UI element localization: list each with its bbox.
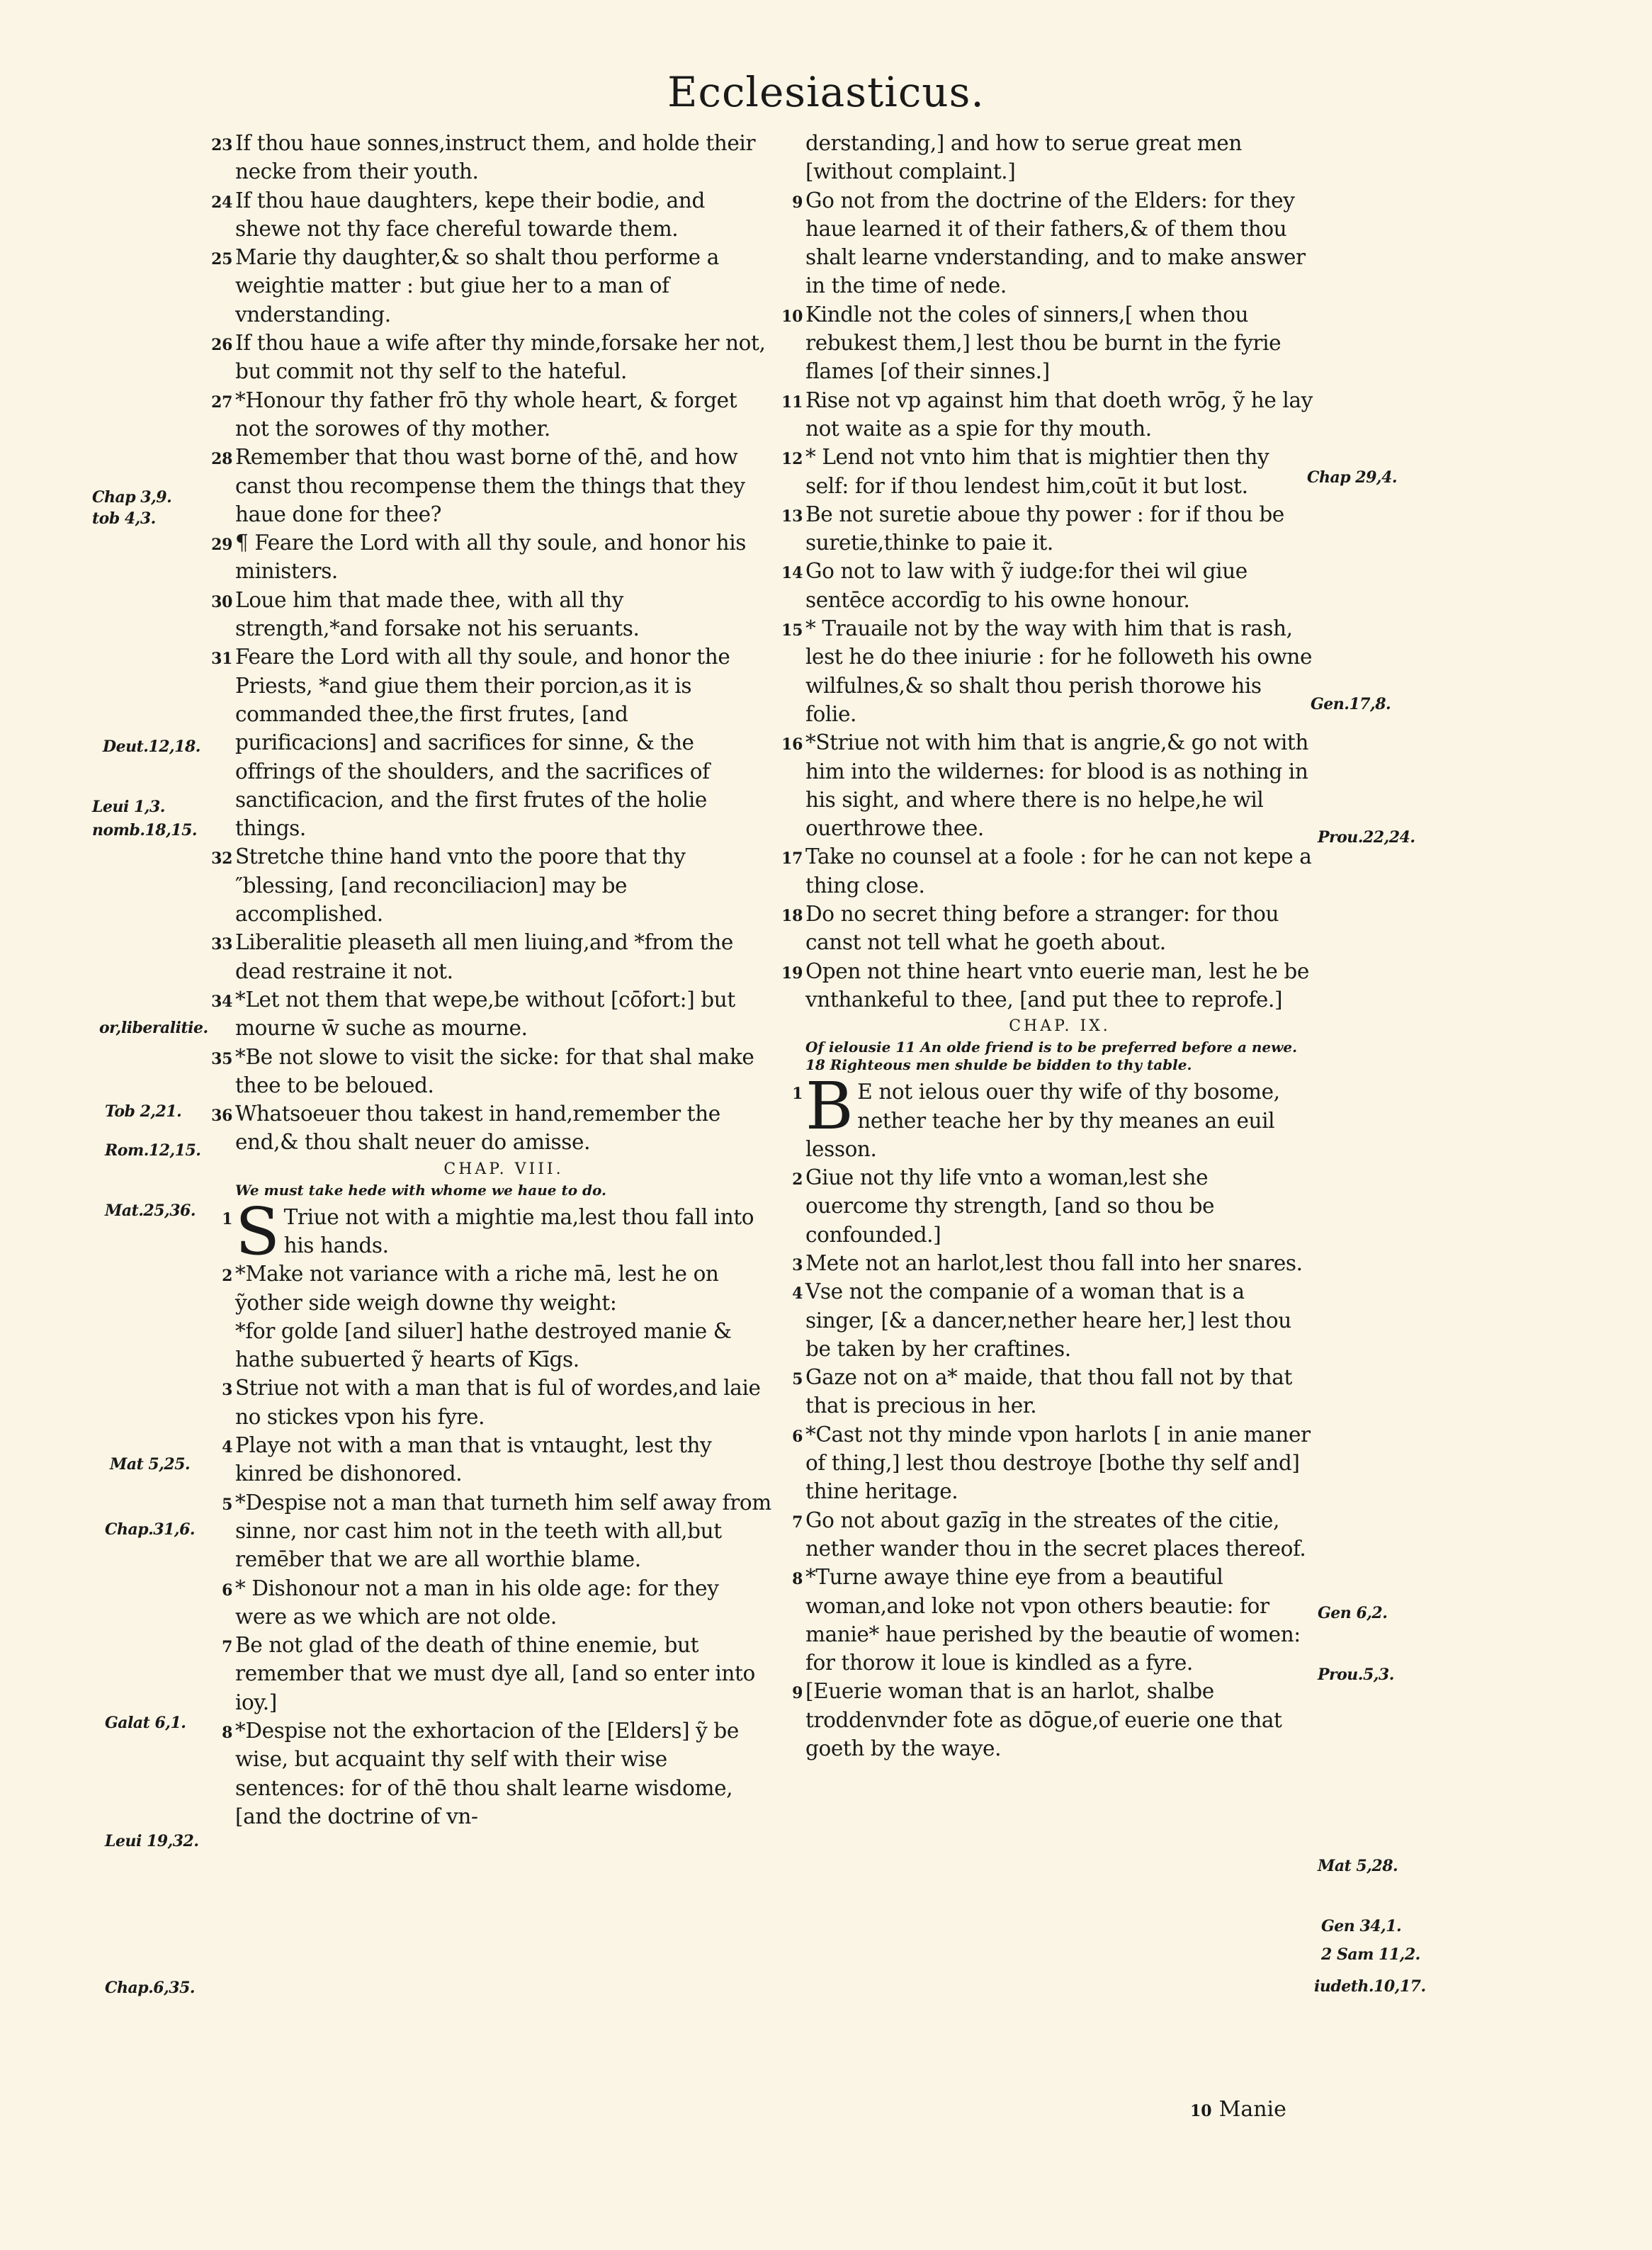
verse [205, 1193, 772, 1270]
verse [205, 129, 772, 186]
verse-number: 14 [781, 564, 803, 583]
verse [205, 186, 772, 244]
verse-number: 31 [211, 650, 232, 669]
verse-number: 13 [781, 507, 803, 526]
drop-cap: S [235, 1193, 280, 1270]
verse [776, 900, 1314, 957]
margin-note: nomb.18,15. [92, 821, 198, 839]
verse-number: 4 [222, 1438, 232, 1457]
verse-text: Triue not with a mightie ma,lest thou fall into his hands. [283, 1204, 754, 1257]
verse-text: Mete not an harlot,lest thou fall into her snares. [805, 1250, 1303, 1275]
verse [205, 1574, 772, 1632]
verse-number: 9 [792, 193, 803, 212]
verse-number: 10 [781, 307, 803, 326]
verse-number: 1 [792, 1085, 803, 1104]
verse-text: Stretche thine hand vnto the poore that thy ″blessing, [and reconciliacion] may be accomplished. [235, 844, 686, 927]
verse-number: 7 [222, 1638, 232, 1657]
margin-note: or,liberalitie. [99, 1019, 208, 1037]
verse [205, 1260, 772, 1317]
verse [776, 300, 1314, 386]
chapter-heading: CHAP. IX. [1009, 1017, 1111, 1036]
verse [776, 443, 1314, 500]
margin-note: Deut.12,18. [103, 737, 200, 756]
verse-number: 6 [222, 1581, 232, 1600]
verse-text: * Dishonour not a man in his olde age: for they were as we which are not olde. [235, 1576, 719, 1629]
margin-note: 2 Sam 11,2. [1321, 1945, 1420, 1964]
verse [776, 1163, 1314, 1249]
verse-number: 12 [781, 450, 803, 469]
verse-number: 17 [781, 849, 803, 869]
verse-number: 34 [211, 992, 232, 1011]
verse-text: *Turne awaye thine eye from a beautiful woman,and loke not vpon others beautie: for manie* haue perished by the beautie of women: for thorow it loue is kindled as a fyre. [805, 1565, 1301, 1675]
verse-text: *Honour thy father frō thy whole heart, & forget not the sorowes of thy mother. [235, 388, 737, 441]
verse [776, 1363, 1314, 1420]
verse-text: *Despise not the exhortacion of the [Elders] ỹ be wise, but acquaint thy self with their wise sentences: for of thē thou shalt learne wisdome, [and the doctrine of vn- [235, 1719, 739, 1828]
verse-text: *Cast not thy minde vpon harlots [ in anie maner of thing,] lest thou destroye [bothe thy self and] thine heritage. [805, 1422, 1311, 1504]
margin-note: Chap.31,6. [105, 1520, 196, 1539]
verse [205, 386, 772, 443]
verse [776, 186, 1314, 300]
left-column [205, 129, 772, 1831]
verse [776, 500, 1314, 558]
verse-number: 6 [792, 1427, 803, 1446]
verse-number: 33 [211, 935, 232, 954]
verse [205, 985, 772, 1043]
verse-text: *Let not them that wepe,be without [cōfort:] but mourne w̄ suche as mourne. [235, 987, 735, 1041]
verse-text: Marie thy daughter,& so shalt thou performe a weightie matter : but giue her to a man of vnderstanding. [235, 245, 719, 327]
verse [205, 643, 772, 842]
catchword-text: Manie [1218, 2097, 1286, 2122]
verse [205, 928, 772, 985]
verse [205, 1631, 772, 1717]
verse-number: 29 [211, 536, 232, 555]
verse-number: 23 [211, 136, 232, 154]
verse [776, 728, 1314, 842]
margin-note: Prou.5,3. [1318, 1666, 1394, 1684]
verse [776, 1563, 1314, 1677]
margin-note: Tob 2,21. [105, 1102, 182, 1121]
verse [776, 1677, 1314, 1763]
verse-number: 5 [792, 1370, 803, 1389]
verse-number: 32 [211, 849, 232, 869]
verse-text: Open not thine heart vnto euerie man, lest he be vnthankeful to thee, [and put thee to reprofe.] [805, 959, 1309, 1012]
verse [205, 1717, 772, 1831]
verse [776, 1068, 1314, 1163]
verse-number: 15 [781, 621, 803, 640]
verse-number: 5 [222, 1495, 232, 1514]
margin-note: Prou.22,24. [1318, 828, 1415, 847]
verse-text: Remember that thou wast borne of thē, and how canst thou recompense them the things that they haue done for thee? [235, 445, 745, 526]
verse-text: Liberalitie pleaseth all men liuing,and *from the dead restraine it not. [235, 930, 733, 983]
margin-note: Chap 3,9. [92, 488, 172, 507]
catchword-number: 10 [1190, 2102, 1212, 2120]
margin-note: Chap.6,35. [105, 1979, 196, 1997]
right-column [776, 129, 1314, 1763]
verse-text: Gaze not on a* maide, that thou fall not by that that is precious in her. [805, 1365, 1292, 1418]
verse-text: ¶ Feare the Lord with all thy soule, and honor his ministers. [235, 531, 747, 584]
verse [205, 443, 772, 528]
verse [205, 1043, 772, 1100]
verse [205, 1431, 772, 1488]
verse [776, 1277, 1314, 1363]
verse-text: *for golde [and siluer] hathe destroyed manie & hathe subuerted ỹ hearts of Kīgs. [235, 1318, 732, 1372]
verse [205, 1488, 772, 1574]
margin-note: Chap 29,4. [1307, 468, 1398, 487]
chapter-heading: CHAP. VIII. [443, 1160, 564, 1178]
verse-text: Do no secret thing before a stranger: for thou canst not tell what he goeth about. [805, 902, 1279, 955]
verse-number: 18 [781, 907, 803, 926]
verse-text: Striue not with a man that is ful of wordes,and laie no stickes vpon his fyre. [235, 1376, 761, 1429]
verse [776, 386, 1314, 443]
verse-text: If thou haue daughters, kepe their bodie, and shewe not thy face chereful towarde them. [235, 188, 705, 241]
verse [776, 1420, 1314, 1506]
page-title: Ecclesiasticus. [667, 68, 985, 116]
verse-text: Loue him that made thee, with all thy strength,*and forsake not his seruants. [235, 587, 640, 641]
verse-number: 7 [792, 1513, 803, 1532]
drop-cap: B [805, 1068, 854, 1145]
verse-text: derstanding,] and how to serue great men [without complaint.] [805, 131, 1242, 184]
verse [205, 1099, 772, 1157]
verse-number: 25 [211, 250, 232, 269]
margin-note: Gen 34,1. [1321, 1917, 1402, 1935]
verse-text: If thou haue sonnes,instruct them, and holde their necke from their youth. [235, 131, 756, 184]
verse-number: 2 [792, 1170, 803, 1189]
verse [776, 957, 1314, 1014]
verse [205, 1374, 772, 1431]
verse-number: 35 [211, 1049, 232, 1068]
verse [776, 842, 1314, 900]
verse [205, 1317, 772, 1374]
catchword [1190, 2097, 1286, 2122]
verse-text: Be not suretie aboue thy power : for if thou be suretie,thinke to paie it. [805, 502, 1284, 555]
verse-number: 36 [211, 1107, 232, 1126]
margin-note: iudeth.10,17. [1314, 1977, 1426, 1996]
margin-note: Mat.25,36. [105, 1202, 196, 1220]
verse [205, 329, 772, 386]
verse-number: 30 [211, 592, 232, 611]
verse-number: 24 [211, 193, 232, 212]
verse-text: Vse not the companie of a woman that is a singer, [& a dancer,nether heare her,] lest thou be taken by her craftines. [805, 1279, 1291, 1361]
verse-text: * Lend not vnto him that is mightier then thy self: for if thou lendest him,coūt it but lost. [805, 445, 1269, 498]
verse-number: 26 [211, 336, 232, 355]
verse-text: Rise not vp against him that doeth wrōg, ỹ he lay not waite as a spie for thy mouth. [805, 388, 1313, 441]
margin-note: Rom.12,15. [105, 1141, 201, 1160]
verse-number: 28 [211, 450, 232, 469]
verse-text: *Be not slowe to visit the sicke: for that shal make thee to be beloued. [235, 1044, 754, 1097]
verse-number: 1 [222, 1209, 232, 1228]
verse-number: 9 [792, 1684, 803, 1703]
verse-number: 3 [792, 1255, 803, 1274]
verse [205, 586, 772, 643]
verse-number: 8 [222, 1724, 232, 1743]
verse-text: Kindle not the coles of sinners,[ when thou rebukest them,] lest thou be burnt in the fyrie flames [of their sinnes.] [805, 302, 1282, 384]
verse-text: Playe not with a man that is vntaught, lest thy kinred be dishonored. [235, 1433, 712, 1486]
verse-number: 19 [781, 963, 803, 983]
verse [205, 528, 772, 586]
verse-text: Feare the Lord with all thy soule, and honor the Priests, *and giue them their porcion,as it is commanded thee,the first frutes, [and purificacions] and sacrifices for sinne, & the offrings of the shoulders, and the sacrifices of sanctificacion, and the first frutes of the holie things. [235, 645, 730, 841]
verse-number: 3 [222, 1381, 232, 1400]
chapter-summary: We must take hede with whome we haue to do. [235, 1181, 606, 1199]
verse-text: Whatsoeuer thou takest in hand,remember the end,& thou shalt neuer do amisse. [235, 1102, 720, 1155]
verse [776, 1249, 1314, 1277]
verse [776, 1506, 1314, 1564]
margin-note: Galat 6,1. [105, 1714, 186, 1732]
verse-number: 2 [222, 1267, 232, 1286]
verse-text: E not ielous ouer thy wife of thy bosome, nether teache her by thy meanes an euil lesson. [805, 1080, 1280, 1161]
verse-text: Go not about gazīg in the streates of the citie, nether wander thou in the secret places thereof. [805, 1508, 1306, 1561]
verse-continuation [776, 129, 1314, 186]
verse [776, 614, 1314, 728]
verse-text: Be not glad of the death of thine enemie, but remember that we must dye all, [and so enter into ioy.] [235, 1633, 755, 1714]
verse-text: *Despise not a man that turneth him self away from sinne, nor cast him not in the teeth with all,but remēber that we are all worthie blame. [235, 1490, 771, 1572]
verse-number: 4 [792, 1284, 803, 1304]
verse-text: *Striue not with him that is angrie,& go not with him into the wildernes: for blood is as nothing in his sight, and where there is no helpe,he wil ouerthrowe thee. [805, 730, 1308, 841]
margin-note: tob 4,3. [92, 509, 156, 528]
verse-text: Go not to law with ỹ iudge:for thei wil giue sentēce accordīg to his owne honour. [805, 559, 1248, 612]
margin-note: Mat 5,25. [110, 1455, 191, 1474]
verse [776, 557, 1314, 614]
verse-text: * Trauaile not by the way with him that is rash, lest he do thee iniurie : for he followeth his owne wilfulnes,& so shalt thou perish thorowe his folie. [805, 616, 1313, 726]
margin-note: Gen 6,2. [1318, 1604, 1388, 1622]
margin-note: Leui 1,3. [92, 798, 165, 816]
verse-number: 8 [792, 1570, 803, 1589]
verse-text: If thou haue a wife after thy minde,forsake her not, but commit not thy self to the hateful. [235, 331, 766, 384]
verse-text: Take no counsel at a foole : for he can not kepe a thing close. [805, 844, 1312, 898]
verse-number: 16 [781, 735, 803, 754]
chapter-summary: Of ielousie 11 An olde friend is to be preferred before a newe. 18 Righteous men shulde be bidden to thy table. [805, 1039, 1298, 1074]
verse-text: [Euerie woman that is an harlot, shalbe troddenvnder fote as dōgue,of euerie one that goeth by the waye. [805, 1679, 1282, 1761]
verse [205, 842, 772, 928]
verse-text: Go not from the doctrine of the Elders: for they haue learned it of their fathers,& of them thou shalt learne vnderstanding, and to make answer in the time of nede. [805, 188, 1306, 298]
verse-text: Giue not thy life vnto a woman,lest she ouercome thy strength, [and so thou be confounded.] [805, 1165, 1215, 1247]
margin-note: Gen.17,8. [1311, 695, 1391, 713]
verse-number: 27 [211, 392, 232, 412]
verse-number: 11 [781, 392, 803, 412]
margin-note: Mat 5,28. [1318, 1857, 1398, 1875]
verse [205, 243, 772, 329]
margin-note: Leui 19,32. [105, 1832, 199, 1850]
verse-text: *Make not variance with a riche mā, lest he on ỹother side weigh downe thy weight: [235, 1262, 719, 1315]
